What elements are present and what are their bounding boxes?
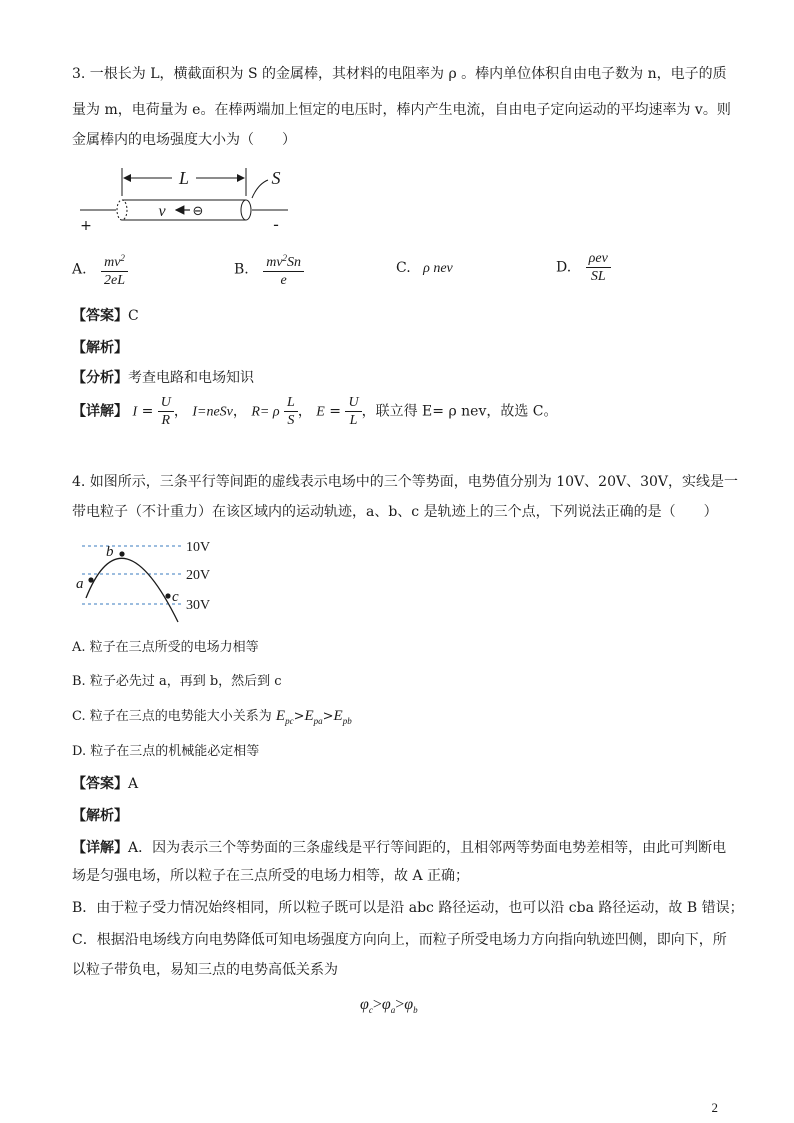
q3-vel-label: v [158,203,166,220]
electron-icon: ⊖ [192,204,204,219]
q3-stem-line-3: 金属棒内的电场强度大小为（ ） [72,132,296,148]
q4-stem-line-2: 带电粒子（不计重力）在该区域内的运动轨迹，a、b、c 是轨迹上的三个点，下列说法正确的是（ ） [72,504,718,520]
q4-detail-line-5: 以粒子带负电，易知三点的电势高低关系为 [72,962,338,978]
q4-option-d: D. 粒子在三点的机械能必定相等 [72,744,260,759]
point-a [88,577,93,582]
point-b-label: b [106,544,114,560]
q4-option-c: C. 粒子在三点的电势能大小关系为 $E_{pc}>E_{pa}>E_{pb}$ [72,708,352,726]
q3-option-a-formula: $\frac{mv^2}{2eL}$ [101,250,128,289]
q4-option-a: A. 粒子在三点所受的电场力相等 [72,640,259,655]
q3-stem-line-2: 量为 m，电荷量为 e。在棒两端加上恒定的电压时，棒内产生电流，自由电子定向运动的平均速率为 v。则 [72,102,731,118]
q3-detail: 【详解】 I = $\frac{U}{R}$ ， I=neSv， R= ρ $\frac{L}{S}$ ， E = $\frac{U}{L}$ ，联立得 E= ρ nev，故选 C。 [72,395,558,428]
q3-option-b-formula: $\frac{mv^2Sn}{e}$ [263,250,304,289]
potential-label-30v: 30V [186,598,211,613]
q3-option-a: A. $\frac{mv^2}{2eL}$ [72,250,128,289]
q3-option-d-formula: $\frac{\text{ρev}}{SL}$ [586,250,611,285]
point-a-label: a [76,576,84,592]
q3-fenxi: 【分析】考查电路和电场知识 [72,370,254,386]
q4-detail-line-3: B．由于粒子受力情况始终相同，所以粒子既可以是沿 abc 路径运动，也可以沿 cba 路径运动，故 B 错误； [72,900,744,916]
q3-minus-sign: - [273,215,279,232]
point-c [165,593,170,598]
q4-option-b: B. 粒子必先过 a，再到 b，然后到 c [72,674,282,689]
q3-plus-sign: + [80,218,92,232]
q3-option-d: D. $\frac{\text{ρev}}{SL}$ [556,250,611,285]
potential-label-10v: 10V [186,540,211,555]
point-c-label: c [172,589,179,605]
q3-len-label: L [178,168,190,188]
q3-option-c: C. ρ nev [396,260,453,276]
q3-analysis-heading: 【解析】 [72,340,128,356]
potential-label-20v: 20V [186,568,211,583]
potential-relation-formula: $\varphi_c>\varphi_a>\varphi_b$ [360,996,418,1016]
q3-area-label: S [271,168,281,188]
trajectory-curve [86,558,178,622]
point-b [119,551,124,556]
q4-answer: 【答案】A [72,776,139,792]
q4-analysis-heading: 【解析】 [72,808,128,824]
q4-detail-line-4: C．根据沿电场线方向电势降低可知电场强度方向向上，而粒子所受电场力方向指向轨迹凹侧，即向下，所 [72,932,727,948]
q4-detail-line-1: 【详解】A．因为表示三个等势面的三条虚线是平行等间距的，且相邻两等势面电势差相等，由此可判断电 [72,840,727,856]
q4-trajectory-figure [70,534,230,624]
q3-rod-figure [76,162,296,232]
q3-option-b: B. $\frac{mv^2Sn}{e}$ [234,250,304,289]
page-number: 2 [711,1100,718,1115]
q4-detail-line-2: 场是匀强电场，所以粒子在三点所受的电场力相等，故 A 正确； [72,868,470,884]
q3-answer: 【答案】C [72,308,139,324]
q3-stem-line-1: 3. 一根长为 L，横截面积为 S 的金属棒，其材料的电阻率为 ρ 。棒内单位体积自由电子数为 n，电子的质 [72,66,727,82]
q4-stem-line-1: 4. 如图所示，三条平行等间距的虚线表示电场中的三个等势面，电势值分别为 10V、20V、30V，实线是一 [72,474,739,490]
